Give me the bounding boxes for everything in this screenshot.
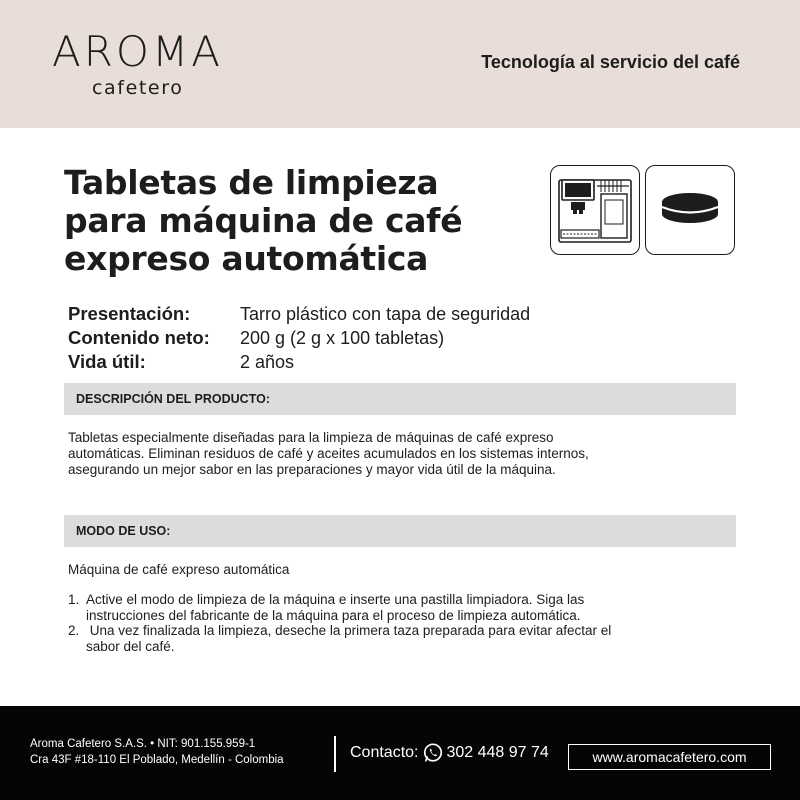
step-line: Active el modo de limpieza de la máquina e inserte una pastilla limpiadora. Siga las: [86, 592, 585, 607]
brand-logo: [52, 28, 252, 108]
spec-row-net-content: [68, 326, 530, 350]
contact-info: [350, 742, 549, 764]
usage-section-header: [64, 515, 736, 547]
product-title: [64, 164, 544, 278]
usage-intro: Máquina de café expreso automática: [68, 562, 290, 577]
logo-wordmark: AROMA: [52, 27, 223, 76]
website-link[interactable]: [568, 744, 771, 770]
title-line-2: para máquina de café: [64, 201, 463, 240]
description-section-header: [64, 383, 736, 415]
tagline: Tecnología al servicio del café: [481, 52, 740, 72]
footer-divider: [334, 736, 336, 772]
website-url[interactable]: www.aromacafetero.com: [592, 749, 747, 765]
cleaning-tablet-icon: [645, 165, 735, 255]
usage-step: [68, 623, 728, 654]
company-name-nit: Aroma Cafetero S.A.S. • NIT: 901.155.959-1: [30, 738, 256, 750]
step-text: [86, 592, 728, 623]
spec-label: Vida útil:: [68, 351, 146, 372]
company-address: Cra 43F #18-110 El Poblado, Medellín - Colombia: [30, 754, 284, 766]
step-number: 2.: [68, 623, 80, 638]
spec-label: Presentación:: [68, 303, 191, 324]
step-number: 1.: [68, 592, 80, 607]
footer: [0, 706, 800, 800]
step-line: instrucciones del fabricante de la máquina para el proceso de limpieza automática.: [86, 607, 581, 623]
espresso-machine-icon: [550, 165, 640, 255]
phone-number[interactable]: 302 448 97 74: [446, 744, 549, 761]
title-line-1: Tabletas de limpieza: [64, 163, 439, 202]
description-text: [68, 430, 718, 478]
spec-value: 200 g (2 g x 100 tabletas): [240, 327, 445, 348]
step-line: Una vez finalizada la limpieza, deseche la primera taza preparada para evitar afectar el: [86, 623, 612, 638]
description-line: asegurando un mejor sabor en las preparaciones y mayor vida útil de la máquina.: [68, 462, 556, 477]
spec-row-presentation: [68, 302, 530, 326]
step-text: [86, 623, 728, 654]
description-heading: DESCRIPCIÓN DEL PRODUCTO:: [76, 392, 271, 406]
usage-heading: MODO DE USO:: [76, 524, 171, 538]
spec-value: 2 años: [240, 351, 295, 372]
usage-step: [68, 592, 728, 623]
spec-value: Tarro plástico con tapa de seguridad: [240, 303, 531, 324]
logo-subtitle: cafetero: [92, 77, 184, 99]
product-specs: [68, 302, 530, 374]
contact-label: Contacto:: [350, 744, 419, 761]
spec-row-shelf-life: [68, 350, 530, 374]
description-line: Tabletas especialmente diseñadas para la limpieza de máquinas de café expreso: [68, 430, 554, 445]
whatsapp-icon[interactable]: [422, 742, 444, 764]
company-info: [30, 736, 284, 768]
usage-steps: [68, 592, 728, 654]
description-line: automáticas. Eliminan residuos de café y aceites acumulados en los sistemas internos,: [68, 446, 589, 461]
step-line: sabor del café.: [86, 638, 175, 654]
spec-label: Contenido neto:: [68, 327, 210, 348]
title-line-3: expreso automática: [64, 239, 429, 278]
header-banner: [0, 0, 800, 128]
